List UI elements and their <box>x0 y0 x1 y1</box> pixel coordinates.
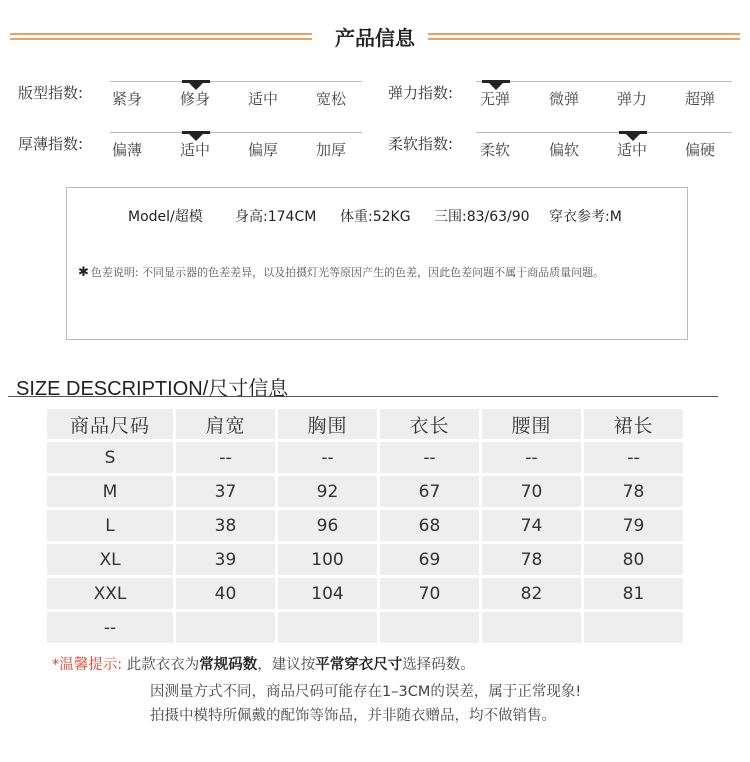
measurement-cell: -- <box>278 442 377 473</box>
measurement-cell: 92 <box>278 476 377 507</box>
table-row <box>47 442 683 473</box>
tip-line-3: 拍摄中模特所佩戴的配饰等饰品，并非随衣赠品，均不做销售。 <box>150 708 556 724</box>
measurement-cell: 69 <box>380 544 479 575</box>
index-option: 加厚 <box>316 141 347 159</box>
measurement-cell: 68 <box>380 510 479 541</box>
measurement-cell: 96 <box>278 510 377 541</box>
size-cell: XL <box>47 544 173 575</box>
size-section-rule <box>8 396 718 397</box>
measurement-cell <box>584 612 683 643</box>
index-scale-line <box>476 132 732 133</box>
measurement-cell <box>176 612 275 643</box>
measurement-cell: 78 <box>584 476 683 507</box>
measurement-cell <box>278 612 377 643</box>
measurement-cell: -- <box>176 442 275 473</box>
table-row <box>47 510 683 541</box>
model-weight: 体重:52KG <box>340 209 411 225</box>
size-cell: XXL <box>47 578 173 609</box>
measurement-cell <box>380 612 479 643</box>
index-option: 超弹 <box>685 90 716 108</box>
size-table <box>44 406 686 646</box>
model-size-ref: 穿衣参考:M <box>549 209 622 225</box>
table-row <box>47 612 683 643</box>
measurement-cell: 104 <box>278 578 377 609</box>
tip-text: 此款衣衣为 <box>126 657 200 673</box>
table-header-row <box>47 409 683 439</box>
index-option: 偏硬 <box>685 141 716 159</box>
measurement-cell: 70 <box>482 476 581 507</box>
measurement-cell: 78 <box>482 544 581 575</box>
index-option: 无弹 <box>480 90 511 108</box>
selected-marker-icon <box>189 134 203 141</box>
measurement-cell: 38 <box>176 510 275 541</box>
size-cell: M <box>47 476 173 507</box>
page-title: 产品信息 <box>335 26 415 50</box>
index-option: 修身 <box>180 90 211 108</box>
size-cell: L <box>47 510 173 541</box>
index-option: 柔软 <box>480 141 511 159</box>
index-label: 弹力指数: <box>388 84 454 102</box>
measurement-cell: -- <box>584 442 683 473</box>
model-measurements: 三围:83/63/90 <box>434 209 530 225</box>
model-height: 身高:174CM <box>235 209 317 225</box>
index-label: 版型指数: <box>18 84 84 102</box>
tip-highlight: 平常穿衣尺寸 <box>315 657 403 673</box>
selected-marker-icon <box>489 83 503 90</box>
color-note-text: 色差说明: 不同显示器的色差差异，以及拍摄灯光等原因产生的色差，因此色差问题不属于商品质量问题。 <box>90 266 605 279</box>
tip-prefix: *温馨提示: <box>52 657 123 673</box>
table-row <box>47 578 683 609</box>
measurement-cell: 81 <box>584 578 683 609</box>
measurement-cell: 70 <box>380 578 479 609</box>
star-icon: ✱ <box>78 265 89 280</box>
measurement-cell: -- <box>482 442 581 473</box>
index-option: 微弹 <box>549 90 580 108</box>
tip-line-2: 因测量方式不同，商品尺码可能存在1–3CM的误差，属于正常现象! <box>150 684 582 700</box>
measurement-cell: -- <box>380 442 479 473</box>
index-scale-line <box>476 81 732 82</box>
size-cell: -- <box>47 612 173 643</box>
index-option: 适中 <box>248 90 279 108</box>
selected-marker-icon <box>189 83 203 90</box>
header-divider-left <box>10 33 312 40</box>
index-option: 弹力 <box>617 90 648 108</box>
size-cell: S <box>47 442 173 473</box>
table-header-cell: 衣长 <box>380 409 479 439</box>
tip-line-1 <box>52 653 475 674</box>
index-option: 偏薄 <box>112 141 143 159</box>
measurement-cell: 67 <box>380 476 479 507</box>
header-divider-right <box>428 33 740 40</box>
table-row <box>47 544 683 575</box>
table-header-cell: 肩宽 <box>176 409 275 439</box>
measurement-cell: 37 <box>176 476 275 507</box>
measurement-cell: 80 <box>584 544 683 575</box>
model-name: Model/超模 <box>128 209 203 225</box>
measurement-cell <box>482 612 581 643</box>
measurement-cell: 100 <box>278 544 377 575</box>
measurement-cell: 82 <box>482 578 581 609</box>
measurement-cell: 40 <box>176 578 275 609</box>
table-header-cell: 商品尺码 <box>47 409 173 439</box>
index-option: 宽松 <box>316 90 347 108</box>
index-scale-line <box>110 132 362 133</box>
tip-text: ，建议按 <box>257 657 316 673</box>
color-note <box>78 264 604 280</box>
table-header-cell: 胸围 <box>278 409 377 439</box>
selected-marker-icon <box>626 134 640 141</box>
index-scale-line <box>110 81 362 82</box>
index-option: 适中 <box>617 141 648 159</box>
table-header-cell: 腰围 <box>482 409 581 439</box>
index-option: 紧身 <box>112 90 143 108</box>
index-option: 偏软 <box>549 141 580 159</box>
tip-text: 选择码数。 <box>402 657 475 673</box>
index-option: 适中 <box>180 141 211 159</box>
table-row <box>47 476 683 507</box>
measurement-cell: 74 <box>482 510 581 541</box>
index-label: 厚薄指数: <box>18 135 84 153</box>
tip-highlight: 常规码数 <box>199 657 258 673</box>
index-option: 偏厚 <box>248 141 279 159</box>
measurement-cell: 39 <box>176 544 275 575</box>
measurement-cell: 79 <box>584 510 683 541</box>
index-label: 柔软指数: <box>388 135 454 153</box>
table-header-cell: 裙长 <box>584 409 683 439</box>
size-section-title: SIZE DESCRIPTION/尺寸信息 <box>16 378 289 400</box>
